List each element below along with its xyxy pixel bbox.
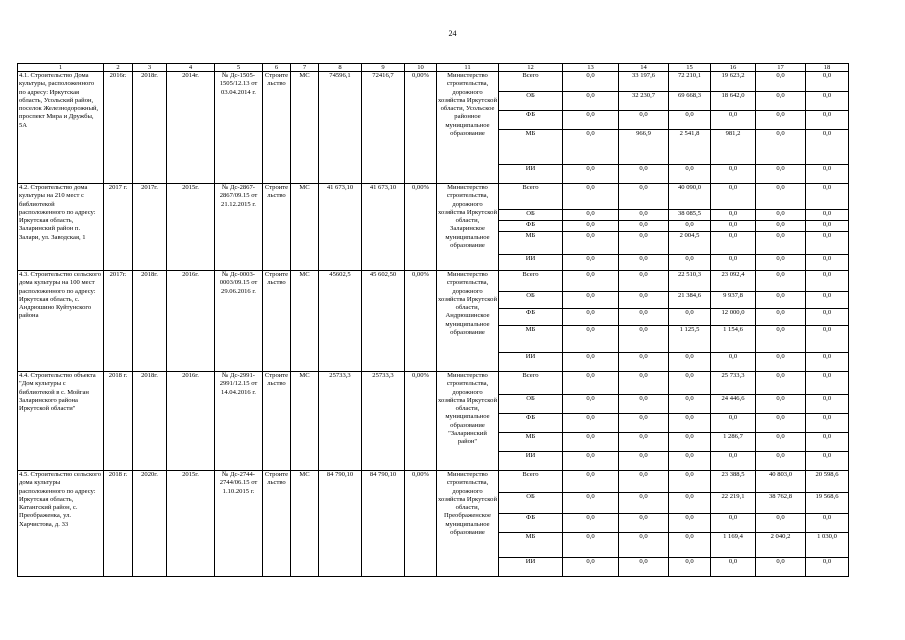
column-number-header: 17 <box>756 64 806 72</box>
funding-value: 0,0 <box>756 292 806 309</box>
executor: Министерство строительства, дорожного хозяйства Иркутской области, Заларинское муниципальное образование <box>437 184 499 271</box>
executor: Министерство строительства, дорожного хозяйства Иркутской области, Преображенское муниципальное образование <box>437 471 499 577</box>
funding-value: 0,0 <box>756 111 806 130</box>
funding-value: 0,0 <box>806 232 849 255</box>
funding-value: 0,0 <box>669 111 711 130</box>
funding-value: 0,0 <box>806 210 849 221</box>
funding-value: 0,0 <box>711 414 756 433</box>
funding-value: 0,0 <box>711 514 756 533</box>
funding-value: 0,0 <box>563 471 619 493</box>
funding-value: 0,0 <box>756 452 806 471</box>
funding-value: 0,0 <box>756 372 806 395</box>
column-number-header: 14 <box>619 64 669 72</box>
column-number-header: 12 <box>499 64 563 72</box>
funding-value: 0,0 <box>563 514 619 533</box>
table-row <box>18 372 849 395</box>
end-year: 2017г. <box>133 184 167 271</box>
funding-source-label: МБ <box>499 433 563 452</box>
funding-value: 0,0 <box>806 255 849 271</box>
work-type: Строительство <box>263 471 291 577</box>
funding-value: 0,0 <box>756 165 806 184</box>
funding-value: 69 668,3 <box>669 92 711 111</box>
funding-value: 0,0 <box>756 72 806 92</box>
funding-value: 1 154,6 <box>711 326 756 353</box>
start-year: 2017 г. <box>104 184 133 271</box>
funding-value: 981,2 <box>711 130 756 165</box>
estimate-year: 2016г. <box>167 271 215 372</box>
funding-value: 0,0 <box>563 558 619 577</box>
funding-value: 0,0 <box>619 533 669 558</box>
funding-value: 0,0 <box>619 414 669 433</box>
funding-source-label: ФБ <box>499 309 563 326</box>
funding-value: 0,0 <box>806 326 849 353</box>
funding-value: 23 388,5 <box>711 471 756 493</box>
funding-value: 0,0 <box>806 514 849 533</box>
funding-value: 0,0 <box>619 292 669 309</box>
funding-value: 0,0 <box>563 326 619 353</box>
funding-value: 0,0 <box>563 452 619 471</box>
expert-conclusion: № Дс-2867-2867/09.15 от 21.12.2015 г. <box>215 184 263 271</box>
completion-percent: 0,00% <box>405 72 437 184</box>
funding-value: 25 733,3 <box>711 372 756 395</box>
column-number-header: 8 <box>319 64 362 72</box>
funding-value: 0,0 <box>669 414 711 433</box>
funding-source-label: МБ <box>499 130 563 165</box>
column-number-header: 2 <box>104 64 133 72</box>
funding-value: 0,0 <box>619 326 669 353</box>
funding-source-label: ФБ <box>499 514 563 533</box>
funding-value: 0,0 <box>619 493 669 514</box>
funding-value: 0,0 <box>669 433 711 452</box>
work-type: Строительство <box>263 184 291 271</box>
funding-value: 0,0 <box>756 210 806 221</box>
funding-value: 0,0 <box>806 111 849 130</box>
end-year: 2020г. <box>133 471 167 577</box>
funding-value: 0,0 <box>563 533 619 558</box>
column-number-row <box>18 64 849 72</box>
funding-value: 0,0 <box>563 92 619 111</box>
completion-percent: 0,00% <box>405 372 437 471</box>
funding-value: 0,0 <box>711 111 756 130</box>
funding-value: 0,0 <box>756 558 806 577</box>
funding-value: 0,0 <box>756 130 806 165</box>
funding-value: 0,0 <box>669 372 711 395</box>
funding-value: 0,0 <box>619 433 669 452</box>
funding-value: 0,0 <box>669 558 711 577</box>
funding-value: 24 446,6 <box>711 395 756 414</box>
funding-value: 0,0 <box>756 514 806 533</box>
end-year: 2018г. <box>133 72 167 184</box>
funding-value: 33 197,6 <box>619 72 669 92</box>
column-number-header: 13 <box>563 64 619 72</box>
funding-value: 38 762,8 <box>756 493 806 514</box>
expert-conclusion: № Дс-1505-1505/12.13 от 03.04.2014 г. <box>215 72 263 184</box>
funding-value: 2 541,8 <box>669 130 711 165</box>
funding-value: 2 004,5 <box>669 232 711 255</box>
executor: Министерство строительства, дорожного хозяйства Иркутской области, Андрюшинское муниципальное образование <box>437 271 499 372</box>
funding-value: 40 803,0 <box>756 471 806 493</box>
estimated-cost: 74596,1 <box>319 72 362 184</box>
funding-value: 19 568,6 <box>806 493 849 514</box>
funding-value: 0,0 <box>806 165 849 184</box>
column-number-header: 1 <box>18 64 104 72</box>
project-name: 4.3. Строительство сельского дома культуры на 100 мест расположенного по адресу: Иркутская область, с. Андрюшино Куйтунского района <box>18 271 104 372</box>
funding-value: 0,0 <box>711 232 756 255</box>
funding-value: 0,0 <box>711 452 756 471</box>
funding-value: 0,0 <box>806 558 849 577</box>
funding-source-label: ИИ <box>499 255 563 271</box>
funding-value: 0,0 <box>756 414 806 433</box>
funding-value: 0,0 <box>806 309 849 326</box>
start-year: 2017г. <box>104 271 133 372</box>
funding-value: 2 040,2 <box>756 533 806 558</box>
funding-value: 0,0 <box>563 165 619 184</box>
funding-source-label: ФБ <box>499 414 563 433</box>
funding-value: 0,0 <box>563 353 619 372</box>
funding-value: 0,0 <box>619 255 669 271</box>
funding-source-label: ОБ <box>499 92 563 111</box>
funding-value: 0,0 <box>563 414 619 433</box>
estimate-year: 2015г. <box>167 471 215 577</box>
responsible: МС <box>291 471 319 577</box>
funding-value: 0,0 <box>711 353 756 372</box>
funding-value: 0,0 <box>756 433 806 452</box>
funding-value: 0,0 <box>806 221 849 232</box>
responsible: МС <box>291 184 319 271</box>
estimated-cost: 45602,5 <box>319 271 362 372</box>
funding-value: 0,0 <box>563 372 619 395</box>
funding-value: 0,0 <box>806 395 849 414</box>
funding-value: 0,0 <box>619 184 669 210</box>
funding-value: 0,0 <box>756 232 806 255</box>
start-year: 2016г. <box>104 72 133 184</box>
funding-value: 18 642,0 <box>711 92 756 111</box>
funding-value: 0,0 <box>756 395 806 414</box>
funding-value: 0,0 <box>711 165 756 184</box>
funding-value: 1 030,0 <box>806 533 849 558</box>
funding-value: 22 510,3 <box>669 271 711 292</box>
column-number-header: 4 <box>167 64 215 72</box>
funding-value: 0,0 <box>669 353 711 372</box>
column-number-header: 18 <box>806 64 849 72</box>
funding-value: 0,0 <box>669 514 711 533</box>
column-number-header: 3 <box>133 64 167 72</box>
column-number-header: 16 <box>711 64 756 72</box>
funding-value: 20 598,6 <box>806 471 849 493</box>
funding-value: 0,0 <box>619 309 669 326</box>
expert-conclusion: № Дс-2991-2991/12.15 от 14.04.2016 г. <box>215 372 263 471</box>
work-type: Строительство <box>263 372 291 471</box>
work-type: Строительство <box>263 72 291 184</box>
estimate-year: 2016г. <box>167 372 215 471</box>
funding-value: 0,0 <box>563 395 619 414</box>
funding-value: 1 125,5 <box>669 326 711 353</box>
funding-value: 19 623,2 <box>711 72 756 92</box>
funding-value: 966,9 <box>619 130 669 165</box>
funding-value: 0,0 <box>563 309 619 326</box>
funding-value: 0,0 <box>563 130 619 165</box>
funding-value: 0,0 <box>619 353 669 372</box>
funding-value: 0,0 <box>806 184 849 210</box>
funding-value: 0,0 <box>669 165 711 184</box>
column-number-header: 10 <box>405 64 437 72</box>
page-number: 24 <box>448 29 457 38</box>
funding-value: 0,0 <box>619 471 669 493</box>
funding-value: 0,0 <box>563 221 619 232</box>
funding-value: 0,0 <box>756 353 806 372</box>
funding-value: 0,0 <box>619 514 669 533</box>
funding-value: 22 219,1 <box>711 493 756 514</box>
funding-source-label: Всего <box>499 471 563 493</box>
funding-value: 0,0 <box>711 184 756 210</box>
funding-value: 0,0 <box>563 271 619 292</box>
funding-value: 0,0 <box>669 493 711 514</box>
completion-percent: 0,00% <box>405 271 437 372</box>
funding-value: 0,0 <box>563 493 619 514</box>
funding-value: 0,0 <box>669 255 711 271</box>
estimated-cost: 41 673,10 <box>319 184 362 271</box>
funding-value: 0,0 <box>669 452 711 471</box>
table-row <box>18 271 849 292</box>
funding-value: 23 092,4 <box>711 271 756 292</box>
funding-value: 0,0 <box>756 92 806 111</box>
funding-source-label: ОБ <box>499 493 563 514</box>
funding-value: 0,0 <box>806 72 849 92</box>
estimate-year: 2015г. <box>167 184 215 271</box>
funding-value: 21 384,6 <box>669 292 711 309</box>
funding-source-label: Всего <box>499 72 563 92</box>
funding-value: 0,0 <box>806 353 849 372</box>
funding-value: 1 169,4 <box>711 533 756 558</box>
funding-value: 0,0 <box>619 271 669 292</box>
funding-source-label: МБ <box>499 232 563 255</box>
column-number-header: 6 <box>263 64 291 72</box>
funding-value: 0,0 <box>619 232 669 255</box>
funding-value: 0,0 <box>756 309 806 326</box>
funding-value: 0,0 <box>669 395 711 414</box>
funding-value: 0,0 <box>619 221 669 232</box>
work-type: Строительство <box>263 271 291 372</box>
estimated-cost: 84 790,10 <box>319 471 362 577</box>
funding-value: 0,0 <box>619 372 669 395</box>
column-number-header: 7 <box>291 64 319 72</box>
funding-value: 0,0 <box>563 210 619 221</box>
project-name: 4.4. Строительство объекта "Дом культуры с библиотекой в с. Мойган Заларинского района Иркутской области" <box>18 372 104 471</box>
funding-value: 12 000,0 <box>711 309 756 326</box>
funding-source-label: МБ <box>499 326 563 353</box>
executor: Министерство строительства, дорожного хозяйства Иркутской области, Усольское районное муниципальное образование <box>437 72 499 184</box>
funding-value: 0,0 <box>756 326 806 353</box>
funding-value: 38 085,5 <box>669 210 711 221</box>
funding-source-label: ИИ <box>499 558 563 577</box>
funding-value: 0,0 <box>756 271 806 292</box>
column-number-header: 11 <box>437 64 499 72</box>
expert-conclusion: № Дс-0003-0003/09.15 от 29.06.2016 г. <box>215 271 263 372</box>
funding-value: 0,0 <box>669 533 711 558</box>
end-year: 2018г. <box>133 271 167 372</box>
funding-value: 0,0 <box>711 221 756 232</box>
funding-value: 0,0 <box>806 372 849 395</box>
funding-value: 0,0 <box>669 471 711 493</box>
responsible: МС <box>291 271 319 372</box>
start-year: 2018 г. <box>104 471 133 577</box>
funding-value: 0,0 <box>806 452 849 471</box>
project-name: 4.1. Строительство Дома культуры, расположенного по адресу: Иркутская область, Усольский район, поселок Железнодорожный, проспект Мира и Дружбы, 5А <box>18 72 104 184</box>
funding-source-label: ИИ <box>499 452 563 471</box>
remaining-cost: 45 602,50 <box>362 271 405 372</box>
funding-source-label: МБ <box>499 533 563 558</box>
column-number-header: 15 <box>669 64 711 72</box>
funding-source-label: ФБ <box>499 111 563 130</box>
funding-value: 0,0 <box>756 255 806 271</box>
remaining-cost: 41 673,10 <box>362 184 405 271</box>
column-number-header: 9 <box>362 64 405 72</box>
funding-value: 0,0 <box>563 111 619 130</box>
funding-value: 9 937,8 <box>711 292 756 309</box>
funding-value: 0,0 <box>619 165 669 184</box>
funding-source-label: ФБ <box>499 221 563 232</box>
remaining-cost: 84 790,10 <box>362 471 405 577</box>
funding-value: 0,0 <box>563 184 619 210</box>
funding-source-label: ОБ <box>499 395 563 414</box>
executor: Министерство строительства, дорожного хозяйства Иркутской области, муниципальное образование "Заларинский район" <box>437 372 499 471</box>
funding-value: 0,0 <box>669 221 711 232</box>
funding-value: 0,0 <box>619 111 669 130</box>
funding-value: 1 286,7 <box>711 433 756 452</box>
funding-value: 0,0 <box>563 433 619 452</box>
funding-value: 0,0 <box>806 433 849 452</box>
funding-value: 40 090,0 <box>669 184 711 210</box>
funding-value: 0,0 <box>711 255 756 271</box>
funding-value: 0,0 <box>563 232 619 255</box>
funding-value: 0,0 <box>806 292 849 309</box>
funding-value: 0,0 <box>756 221 806 232</box>
funding-value: 0,0 <box>563 72 619 92</box>
remaining-cost: 25733,3 <box>362 372 405 471</box>
funding-value: 0,0 <box>619 452 669 471</box>
funding-value: 0,0 <box>669 309 711 326</box>
funding-value: 0,0 <box>563 255 619 271</box>
expert-conclusion: № Дс-2744-2744/06.15 от 1.10.2015 г. <box>215 471 263 577</box>
project-name: 4.5. Строительство сельского дома культуры расположенного по адресу: Иркутская область, Катангский район, с. Преображенка, ул. Харчистова, д. 33 <box>18 471 104 577</box>
funding-source-label: ИИ <box>499 353 563 372</box>
funding-value: 0,0 <box>711 210 756 221</box>
table-row <box>18 72 849 92</box>
funding-value: 0,0 <box>711 558 756 577</box>
funding-source-label: Всего <box>499 271 563 292</box>
completion-percent: 0,00% <box>405 184 437 271</box>
funding-value: 0,0 <box>619 395 669 414</box>
funding-source-label: ИИ <box>499 165 563 184</box>
estimate-year: 2014г. <box>167 72 215 184</box>
end-year: 2018г. <box>133 372 167 471</box>
funding-source-label: Всего <box>499 184 563 210</box>
funding-source-label: ОБ <box>499 292 563 309</box>
project-name: 4.2. Строительство дома культуры на 210 мест с библиотекой расположенного по адресу: Иркутская область, Заларинский район п. Залари, ул. Заводская, 1 <box>18 184 104 271</box>
responsible: МС <box>291 372 319 471</box>
funding-value: 0,0 <box>806 130 849 165</box>
table-row <box>18 471 849 493</box>
funding-value: 0,0 <box>806 414 849 433</box>
responsible: МС <box>291 72 319 184</box>
start-year: 2018 г. <box>104 372 133 471</box>
funding-value: 32 230,7 <box>619 92 669 111</box>
funding-source-label: ОБ <box>499 210 563 221</box>
funding-value: 0,0 <box>619 558 669 577</box>
funding-value: 0,0 <box>619 210 669 221</box>
program-table <box>17 63 849 577</box>
column-number-header: 5 <box>215 64 263 72</box>
funding-value: 0,0 <box>806 271 849 292</box>
funding-value: 0,0 <box>806 92 849 111</box>
funding-value: 0,0 <box>563 292 619 309</box>
remaining-cost: 72416,7 <box>362 72 405 184</box>
funding-source-label: Всего <box>499 372 563 395</box>
funding-value: 72 210,1 <box>669 72 711 92</box>
funding-value: 0,0 <box>756 184 806 210</box>
estimated-cost: 25733,3 <box>319 372 362 471</box>
completion-percent: 0,00% <box>405 471 437 577</box>
table-row <box>18 184 849 210</box>
